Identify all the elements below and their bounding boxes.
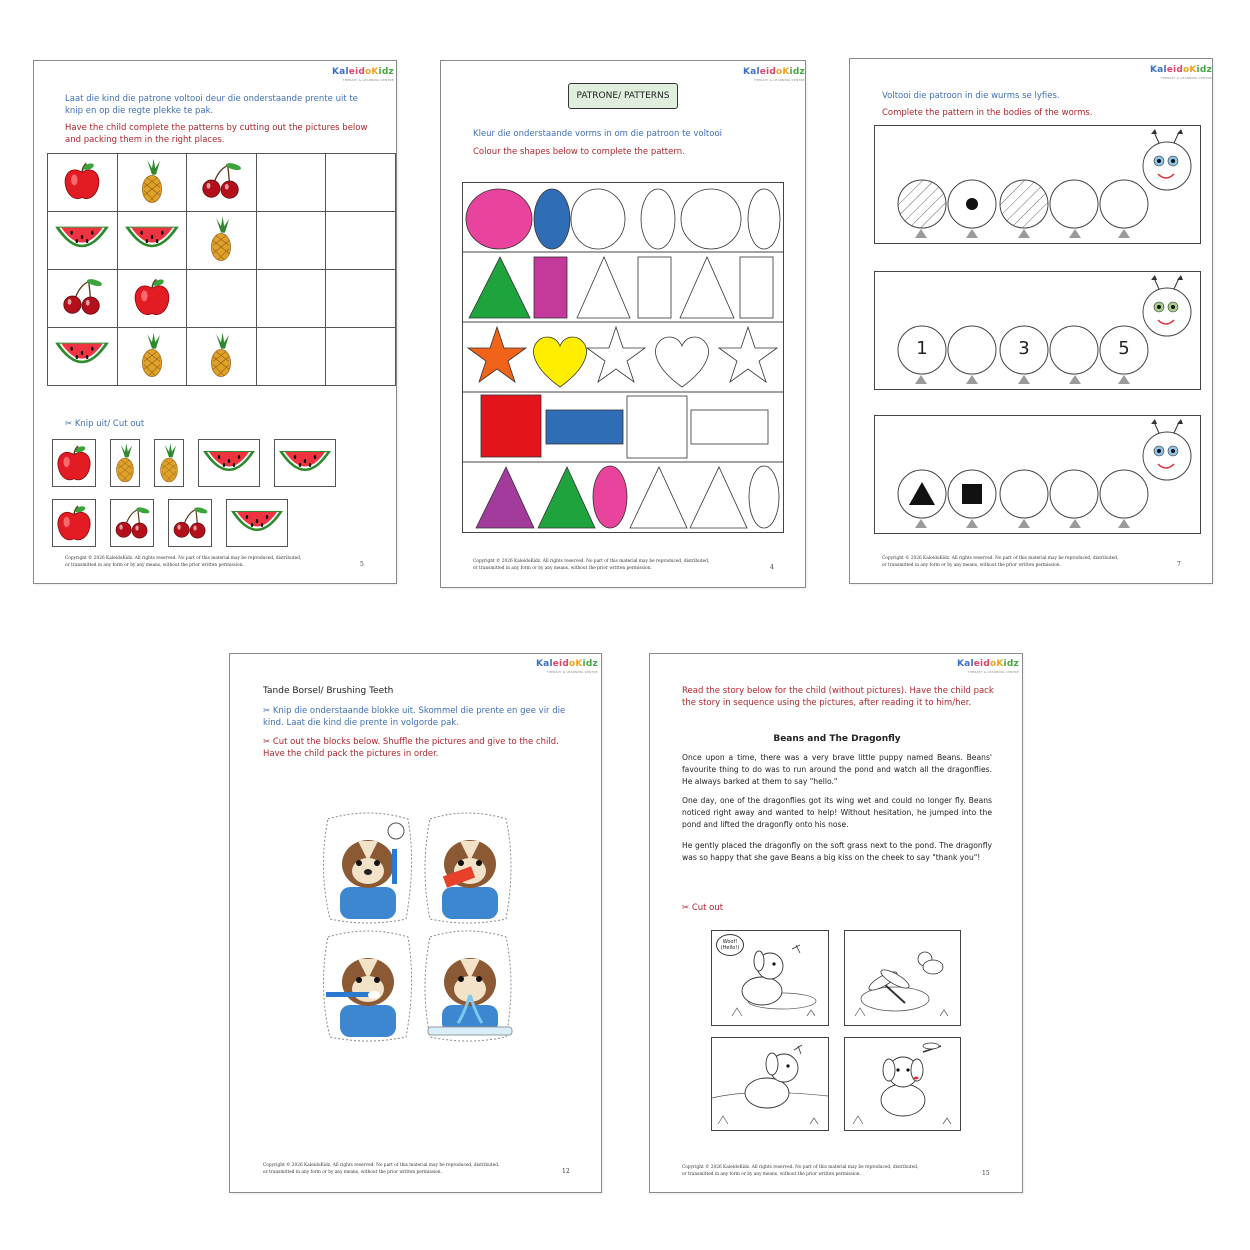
puppy-jumping-drawing — [712, 1038, 828, 1130]
worm-head — [1143, 419, 1191, 480]
blank-star — [587, 327, 645, 382]
worm-head — [1143, 275, 1191, 336]
page-title — [568, 83, 678, 109]
purple-triangle — [476, 467, 534, 528]
green-triangle — [538, 467, 595, 528]
pattern-cell — [117, 212, 187, 270]
page-title-text: PATRONE/ PATTERNS — [576, 91, 670, 101]
cutout-watermelon[interactable] — [274, 439, 336, 487]
blank-triangle — [680, 257, 734, 318]
apple-icon — [53, 440, 95, 490]
brand-logo: KaleidoKidz THERAPY & LEARNING CENTRE — [536, 659, 598, 674]
cut-out-label — [65, 418, 144, 430]
square-mark — [962, 484, 982, 504]
pattern-cell — [48, 154, 118, 212]
segment-number: 3 — [1018, 338, 1030, 359]
page-number: 4 — [770, 564, 774, 571]
cutout-pineapple[interactable] — [110, 439, 140, 487]
watermelon-icon — [227, 500, 287, 550]
watermelon-icon — [199, 440, 259, 490]
copyright-notice — [65, 555, 325, 569]
story-paragraph-1: Once upon a time, there was a very brave little puppy named Beans. Beans' favourite thing to do was to run around the pond and watch all the dragonflies. He always barked at them to say "hello." — [682, 753, 992, 786]
pattern-row — [48, 328, 396, 386]
speech-bubble-text: Woof! (Hello!) — [720, 939, 740, 951]
blank-circle — [571, 189, 625, 249]
brushing-teeth-cards — [318, 809, 518, 1049]
segment-number: 1 — [916, 338, 928, 359]
blank-square — [627, 396, 687, 458]
brand-logo: KaleidoKidz THERAPY & LEARNING CENTRE — [332, 67, 394, 82]
scissors-icon: ✂ — [263, 737, 273, 747]
cutout-cherry[interactable] — [168, 499, 212, 547]
blank-star — [719, 327, 777, 382]
cutout-watermelon[interactable] — [198, 439, 260, 487]
scissors-icon: ✂ — [65, 419, 73, 429]
copyright-notice — [263, 1162, 523, 1176]
copyright-line-1: Copyright © 2026 KaleidoKidz. All rights reserved. No part of this material may be reproduced, distributed, — [882, 556, 1119, 561]
brand-tagline: THERAPY & LEARNING CENTRE — [342, 78, 394, 82]
cut-out-text: Knip uit/ Cut out — [74, 419, 145, 429]
pattern-grid — [47, 153, 396, 386]
copyright-line-2: or transmitted in any form or by any means, without the prior written permission. — [882, 563, 1061, 568]
story-paragraph-3: He gently placed the dragonfly on the soft grass next to the pond. The dragonfly was so happy that she gave Beans a big kiss on the cheek to say "thank you"! — [682, 841, 992, 862]
empty-pattern-cell — [256, 154, 326, 212]
pattern-cell — [117, 270, 187, 328]
worksheet-page-5 — [33, 60, 397, 584]
magenta-rectangle — [534, 257, 567, 318]
worm-2-drawing — [875, 272, 1202, 391]
segment-number: 5 — [1118, 338, 1130, 359]
page-number: 15 — [982, 1170, 990, 1177]
empty-pattern-cell — [256, 212, 326, 270]
brand-logo: KaleidoKidz THERAPY & LEARNING CENTRE — [957, 659, 1019, 674]
worm-3-feet — [915, 519, 1130, 528]
worm-2-box — [874, 271, 1201, 390]
worm-1-box — [874, 125, 1201, 244]
brand-tagline: THERAPY & LEARNING CENTRE — [546, 670, 598, 674]
instruction-afrikaans: Kleur die onderstaande vorms in om die patroon te voltooi — [473, 129, 723, 139]
copyright-line-2: or transmitted in any form or by any means, without the prior written permission. — [65, 563, 244, 568]
page-number: 5 — [360, 561, 364, 568]
brand-tagline: THERAPY & LEARNING CENTRE — [1160, 76, 1212, 80]
cherry-icon — [197, 159, 245, 207]
cutout-pineapple[interactable] — [154, 439, 184, 487]
cherry-icon — [169, 500, 211, 550]
copyright-notice — [882, 555, 1142, 569]
pattern-cell — [187, 212, 257, 270]
green-triangle — [469, 257, 530, 318]
cut-out-label — [682, 902, 723, 914]
worm-head — [1143, 129, 1191, 190]
empty-pattern-cell — [326, 154, 396, 212]
hatched-segment — [1000, 180, 1048, 228]
blank-triangle — [577, 257, 630, 318]
copyright-line-1: Copyright © 2026 KaleidoKidz. All rights reserved. No part of this material may be reproduced, distributed, — [65, 556, 302, 561]
instruction-english: Have the child complete the patterns by cutting out the pictures below and packing them in the right places. — [65, 123, 368, 145]
copyright-notice — [682, 1164, 942, 1178]
dragonfly-kiss-drawing — [845, 1038, 960, 1130]
story-paragraph-2: One day, one of the dragonflies got its wing wet and could no longer fly. Beans noticed right away and wanted to help! Without hesitation, he jumped into the pond and lifted the dragonfly onto his nose. — [682, 796, 992, 829]
blank-triangle — [630, 467, 687, 528]
worm-3-box — [874, 415, 1201, 534]
instruction-afrikaans — [263, 705, 583, 729]
pattern-cell — [48, 328, 118, 386]
page-title: Tande Borsel/ Brushing Teeth — [263, 686, 394, 696]
copyright-line-1: Copyright © 2026 KaleidoKidz. All rights reserved. No part of this material may be reproduced, distributed, — [263, 1163, 500, 1168]
instruction-english: Read the story below for the child (without pictures). Have the child pack the story in sequence using the pictures, after reading it to him/her. — [682, 686, 994, 708]
blank-rectangle — [691, 410, 768, 444]
story-picture-2 — [844, 930, 961, 1026]
instruction-afrikaans: Voltooi die patroon in die wurms se lyfies. — [882, 91, 1060, 101]
brand-tagline: THERAPY & LEARNING CENTRE — [967, 670, 1019, 674]
pattern-cell — [117, 328, 187, 386]
pineapple-icon — [111, 440, 139, 490]
apple-icon — [128, 275, 176, 323]
blank-segment — [1100, 180, 1148, 228]
brand-tagline: THERAPY & LEARNING CENTRE — [753, 78, 805, 82]
pattern-row — [48, 154, 396, 212]
apple-icon — [58, 159, 106, 207]
copyright-line-2: or transmitted in any form or by any means, without the prior written permission. — [473, 566, 652, 571]
worm-2-feet — [915, 375, 1130, 384]
worm-1-drawing — [875, 126, 1202, 245]
pineapple-icon — [205, 329, 237, 385]
copyright-line-2: or transmitted in any form or by any means, without the prior written permission. — [682, 1172, 861, 1177]
empty-pattern-cell — [256, 328, 326, 386]
orange-star — [468, 327, 526, 382]
watermelon-icon — [275, 440, 335, 490]
pattern-cell — [187, 154, 257, 212]
worksheet-page-12 — [229, 653, 602, 1193]
watermelon-icon — [51, 217, 113, 265]
instruction-afrikaans: Laat die kind die patrone voltooi deur die onderstaande prente uit te knip en op die regte plekke te pak. — [65, 94, 358, 116]
worksheet-page-7 — [849, 58, 1213, 584]
pattern-cell — [117, 154, 187, 212]
pink-oval — [593, 466, 627, 528]
pineapple-icon — [155, 440, 183, 490]
copyright-line-2: or transmitted in any form or by any means, without the prior written permission. — [263, 1170, 442, 1175]
cutout-watermelon[interactable] — [226, 499, 288, 547]
red-square — [481, 395, 541, 457]
pink-circle — [466, 189, 532, 249]
story-picture-3 — [711, 1037, 829, 1131]
pineapple-icon — [136, 329, 168, 385]
cutout-apple[interactable] — [52, 439, 96, 487]
apple-icon — [53, 500, 95, 550]
empty-pattern-cell — [256, 270, 326, 328]
watermelon-icon — [121, 217, 183, 265]
blank-triangle — [690, 467, 747, 528]
empty-pattern-cell — [326, 212, 396, 270]
cherry-icon — [58, 275, 106, 323]
cutout-cherry[interactable] — [110, 499, 154, 547]
copyright-line-1: Copyright © 2026 KaleidoKidz. All rights reserved. No part of this material may be reproduced, distributed, — [473, 559, 710, 564]
copyright-notice — [473, 558, 733, 572]
instruction-english: Colour the shapes below to complete the pattern. — [473, 147, 685, 157]
instruction-afrikaans-text: Knip die onderstaande blokke uit. Skommel die prente en gee vir die kind. Laat die kind die prente in volgorde pak. — [263, 706, 566, 728]
blue-rectangle — [546, 410, 623, 444]
blank-oval — [641, 189, 675, 249]
copyright-line-1: Copyright © 2026 KaleidoKidz. All rights reserved. No part of this material may be reproduced, distributed, — [682, 1165, 919, 1170]
blank-oval — [748, 189, 780, 249]
pattern-cell — [48, 270, 118, 328]
instruction-english — [263, 736, 583, 760]
brand-logo: KaleidoKidz THERAPY & LEARNING CENTRE — [1150, 65, 1212, 80]
pattern-cell — [48, 212, 118, 270]
scissors-icon: ✂ — [263, 706, 273, 716]
empty-pattern-cell — [187, 270, 257, 328]
blank-oval — [749, 466, 779, 528]
hatched-segment — [898, 180, 946, 228]
badger-with-toothpaste — [442, 840, 498, 919]
worm-1-feet — [915, 229, 1130, 238]
pineapple-icon — [136, 155, 168, 211]
cherry-icon — [111, 500, 153, 550]
empty-pattern-cell — [326, 328, 396, 386]
scissors-icon: ✂ — [682, 903, 692, 913]
blank-circle — [681, 189, 741, 249]
pattern-cell — [187, 328, 257, 386]
watermelon-icon — [51, 333, 113, 381]
blank-heart — [656, 337, 709, 387]
empty-pattern-cell — [326, 270, 396, 328]
instruction-english: Complete the pattern in the bodies of the worms. — [882, 108, 1093, 118]
story-title: Beans and The Dragonfly — [773, 734, 901, 744]
worksheet-page-4 — [440, 60, 806, 588]
story-picture-1 — [711, 930, 829, 1026]
page-number: 7 — [1177, 561, 1181, 568]
speech-bubble — [716, 934, 744, 956]
cutout-apple[interactable] — [52, 499, 96, 547]
pattern-row — [48, 270, 396, 328]
blank-rectangle — [638, 257, 671, 318]
brand-logo: KaleidoKidz THERAPY & LEARNING CENTRE — [743, 67, 805, 82]
yellow-heart — [534, 337, 587, 387]
page-number: 12 — [562, 1168, 570, 1175]
cut-out-text: Cut out — [691, 903, 724, 913]
worksheet-page-15 — [649, 653, 1023, 1193]
instruction-english-text: Cut out the blocks below. Shuffle the pictures and give to the child. Have the child pack the pictures in order. — [263, 737, 559, 759]
blank-segment — [1050, 180, 1098, 228]
shape-pattern-grid — [462, 182, 784, 534]
pineapple-icon — [205, 213, 237, 269]
wet-dragonfly-drawing — [845, 931, 960, 1025]
pattern-row — [48, 212, 396, 270]
story-picture-4 — [844, 1037, 961, 1131]
worm-3-drawing — [875, 416, 1202, 535]
blue-oval — [534, 189, 570, 249]
blank-rectangle — [740, 257, 773, 318]
